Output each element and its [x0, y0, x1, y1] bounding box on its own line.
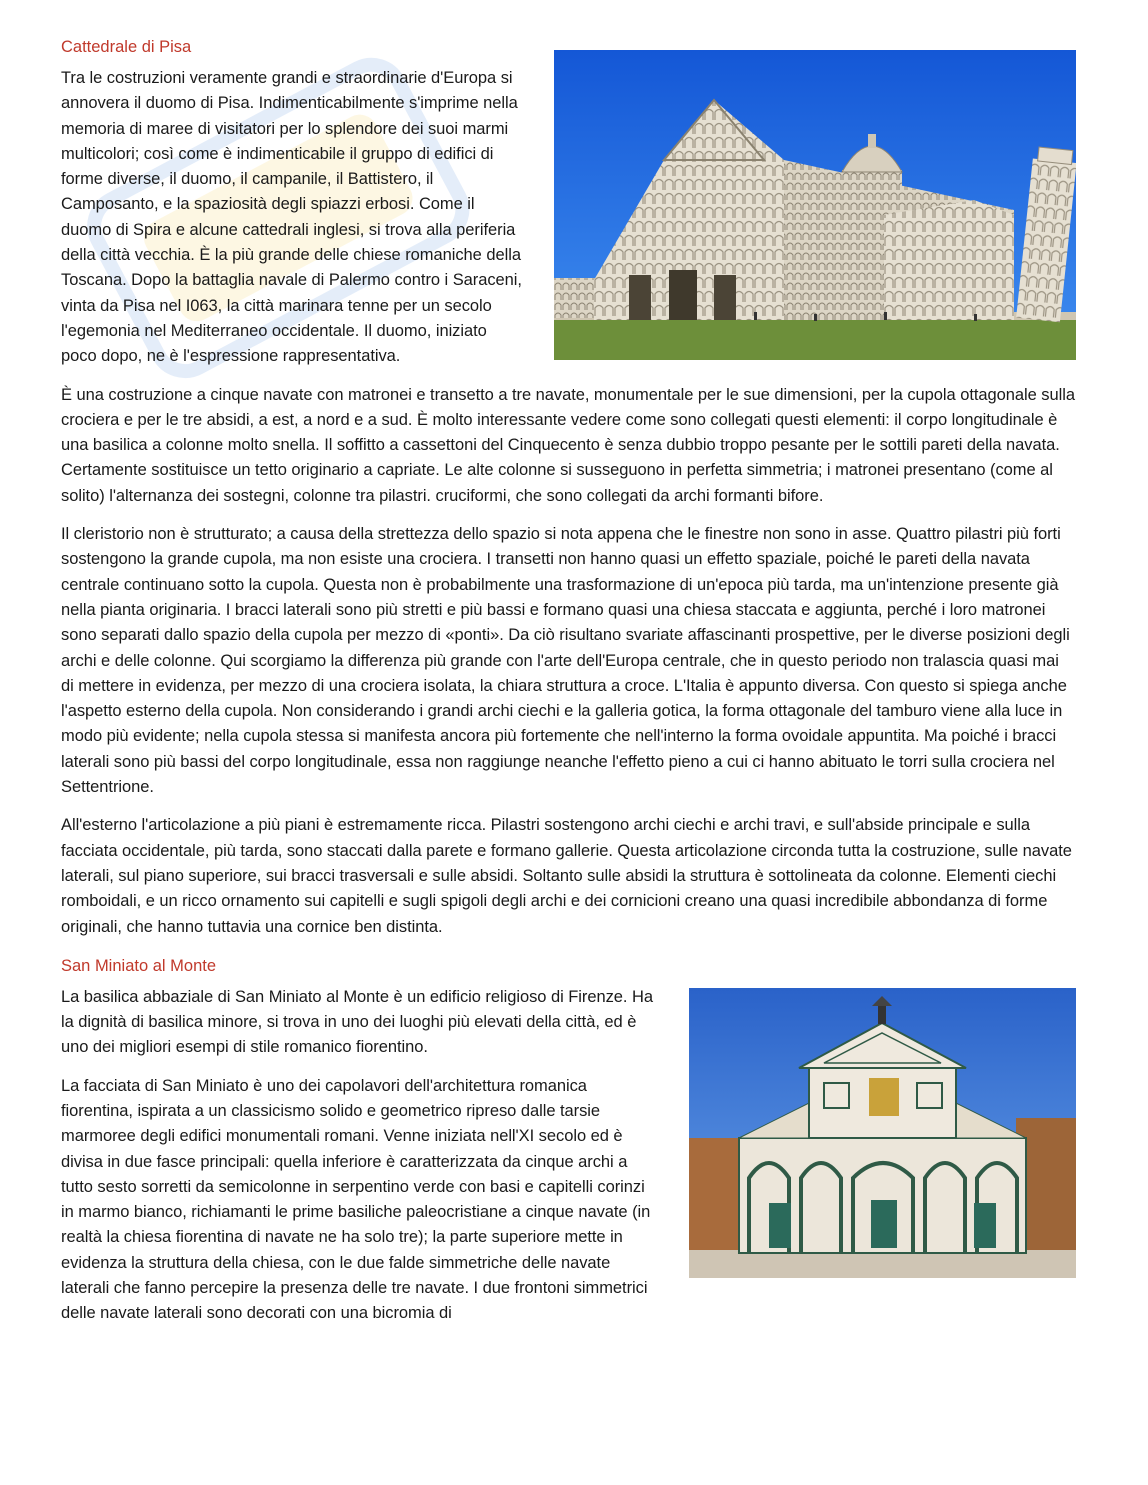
- section-heading-san-miniato: San Miniato al Monte: [61, 956, 217, 975]
- section-heading-pisa: Cattedrale di Pisa: [61, 38, 192, 56]
- pisa-paragraph-4: All'esterno l'articolazione a più piani è estremamente ricca. Pilastri sostengono archi ciechi e archi travi, e sull'abside principale e sulla facciata occidentale, più tarda, sono staccati dalla parete e formano gallerie. Questa articolazione circonda tutta la costruzione, sulle navate laterali, sul piano superiore, sui bracci trasversali e sulle absidi. Soltanto sulle absidi la struttura è sottolineata da colonne. Elementi ciechi romboidali, e un ricco ornamento sui capitelli e sugli spigoli degli archi e dei cornicioni creano una quasi incredibile abbondanza di forme originali, che hanno tuttavia una cornice ben distinta.: [61, 816, 1072, 936]
- san-miniato-photo: [689, 988, 1076, 1278]
- pisa-paragraph-1: Tra le costruzioni veramente grandi e straordinarie d'Europa si annovera il duomo di Pisa. Indimenticabilmente s'imprime nella memoria di maree di visitatori per lo splendore dei suoi marmi multicolori; così come è indimenticabile il gruppo di edifici di forme diverse, il duomo, il campanile, il Battistero, il Camposanto, e la spaziosità degli spiazzi erbosi. Come il duomo di Spira e alcune cattedrali inglesi, si trova alla periferia della città vecchia. È la più grande delle chiese romaniche della Toscana. Dopo la battaglia navale di Palermo contro i Saraceni, vinta da Pisa nel I063, la città marinara tenne per un secolo l'egemonia nel Mediterraneo occidentale. Il duomo, iniziato poco dopo, ne è l'espressione rappresentativa.: [61, 69, 522, 366]
- pisa-paragraph-3: Il cleristorio non è strutturato; a causa della strettezza dello spazio si nota appena che le finestre non sono in asse. Quattro pilastri più forti sostengono la grande cupola, ma non esiste una crociera. I transetti non hanno quasi un effetto spaziale, poiché le pareti della navata centrale continuano sotto la cupola. Questa non è probabilmente una trasformazione di un'epoca più tarda, ma un'intenzione presente già nella pianta originaria. I bracci laterali sono più stretti e più bassi e formano quasi una chiesa staccata e aggiunta, perché i loro matronei sono separati dallo spazio della cupola per mezzo di «ponti». Da ciò risultano svariate affascinanti prospettive, per le diverse posizioni degli archi e delle colonne. Qui scorgiamo la differenza più grande con l'arte dell'Europa centrale, che in questo periodo non tralascia quasi mai di mettere in evidenza, per mezzo di una crociera isolata, la chiara struttura a croce. L'Italia è appunto diversa. Con questo si spiega anche l'aspetto esterno della cupola. Non considerando i grandi archi ciechi e la galleria gotica, la forma ottagonale del tamburo viene alla luce in modo più evidente; nella cupola stessa si manifesta ancora più fortemente che nell'interno la forma ovoidale appuntita. Ma poiché i bracci laterali sono più bassi del corpo longitudinale, essa non raggiunge neanche l'effetto pieno a cui ci hanno abituato le torri sulla crociera nel Settentrione.: [61, 525, 1070, 797]
- pisa-cathedral-photo: [554, 50, 1076, 360]
- pisa-paragraph-2: È una costruzione a cinque navate con matronei e transetto a tre navate, monumentale per le sue dimensioni, per la cupola ottagonale sulla crociera e per le tre absidi, a est, a nord e a sud. È molto interessante vedere come sono collegati questi elementi: il corpo longitudinale è una basilica a colonne molto snella. Il soffitto a cassettoni del Cinquecento è senza dubbio troppo pesante per le sottili pareti della navata. Certamente sostituisce un tetto originario a capriate. Le alte colonne si susseguono in perfetta simmetria; i matronei presentano (come al solito) l'alternanza dei sostegni, colonne tra pilastri. cruciformi, che sono collegati da archi formanti bifore.: [61, 385, 1075, 505]
- document-page: [61, 34, 1076, 1340]
- san-miniato-paragraph-2: La facciata di San Miniato è uno dei capolavori dell'architettura romanica fiorentina, ispirata a un classicismo solido e geometrico ripreso dalle tarsie marmoree degli edifici monumentali romani. Venne iniziata nell'XI secolo ed è divisa in due fasce principali: quella inferiore è caratterizzata da cinque archi a tutto sesto sorretti da semicolonne in serpentino verde con basi e capitelli corinzi in marmo bianco, richiamanti le prime basiliche paleocristiane a cinque navate (in realtà la chiesa fiorentina di navate ne ha solo tre); la parte superiore mette in evidenza la struttura della chiesa, con le due falde simmetriche delle navate laterali che fanno percepire la presenza delle tre navate. I due frontoni simmetrici delle navate laterali sono decorati con una bicromia di: [61, 1076, 651, 1323]
- san-miniato-paragraph-1: La basilica abbaziale di San Miniato al Monte è un edificio religioso di Firenze. Ha la dignità di basilica minore, si trova in uno dei luoghi più elevati della città, ed è uno dei migliori esempi di stile romanico fiorentino.: [61, 987, 653, 1057]
